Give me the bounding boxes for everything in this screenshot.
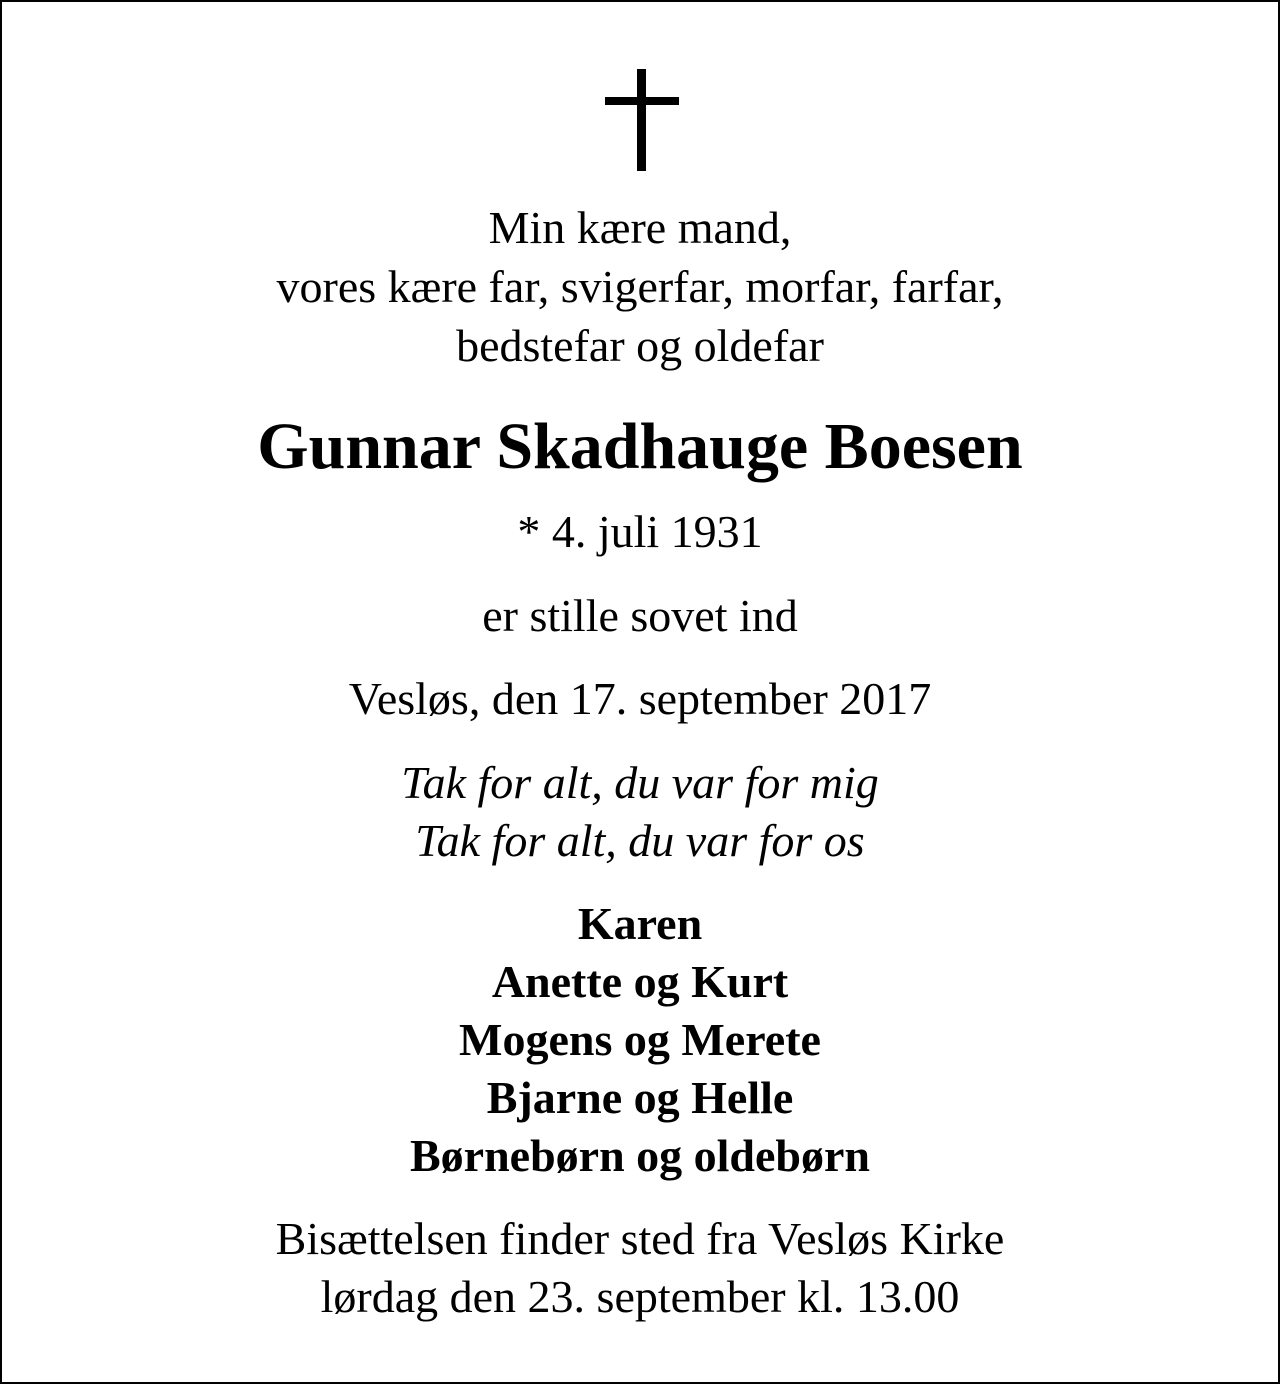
service-line: Bisættelsen finder sted fra Vesløs Kirke: [275, 1213, 1005, 1264]
family-member: Bjarne og Helle: [486, 1072, 794, 1123]
family-member: Karen: [577, 898, 703, 949]
family-member: Anette og Kurt: [491, 956, 789, 1007]
intro-line: bedstefar og oldefar: [456, 320, 824, 371]
family-member: Mogens og Merete: [459, 1014, 821, 1065]
birth-date: * 4. juli 1931: [517, 506, 763, 557]
cross-icon: [605, 69, 679, 171]
intro-text: [2, 198, 1278, 375]
intro-line: vores kære far, svigerfar, morfar, farfar,: [276, 261, 1004, 312]
family-member: Børnebørn og oldebørn: [409, 1130, 871, 1181]
service-line: lørdag den 23. september kl. 13.00: [320, 1271, 960, 1322]
funeral-service-info: [2, 1210, 1278, 1326]
place-and-date-of-death: Vesløs, den 17. september 2017: [348, 673, 932, 724]
verse-line: Tak for alt, du var for mig: [401, 757, 879, 808]
deceased-name: Gunnar Skadhauge Boesen: [257, 410, 1023, 483]
verse-line: Tak for alt, du var for os: [415, 815, 865, 866]
verse: [2, 754, 1278, 870]
passed-away-text: er stille sovet ind: [482, 590, 798, 641]
intro-line: Min kære mand,: [488, 202, 792, 253]
family-signatures: [2, 895, 1278, 1185]
